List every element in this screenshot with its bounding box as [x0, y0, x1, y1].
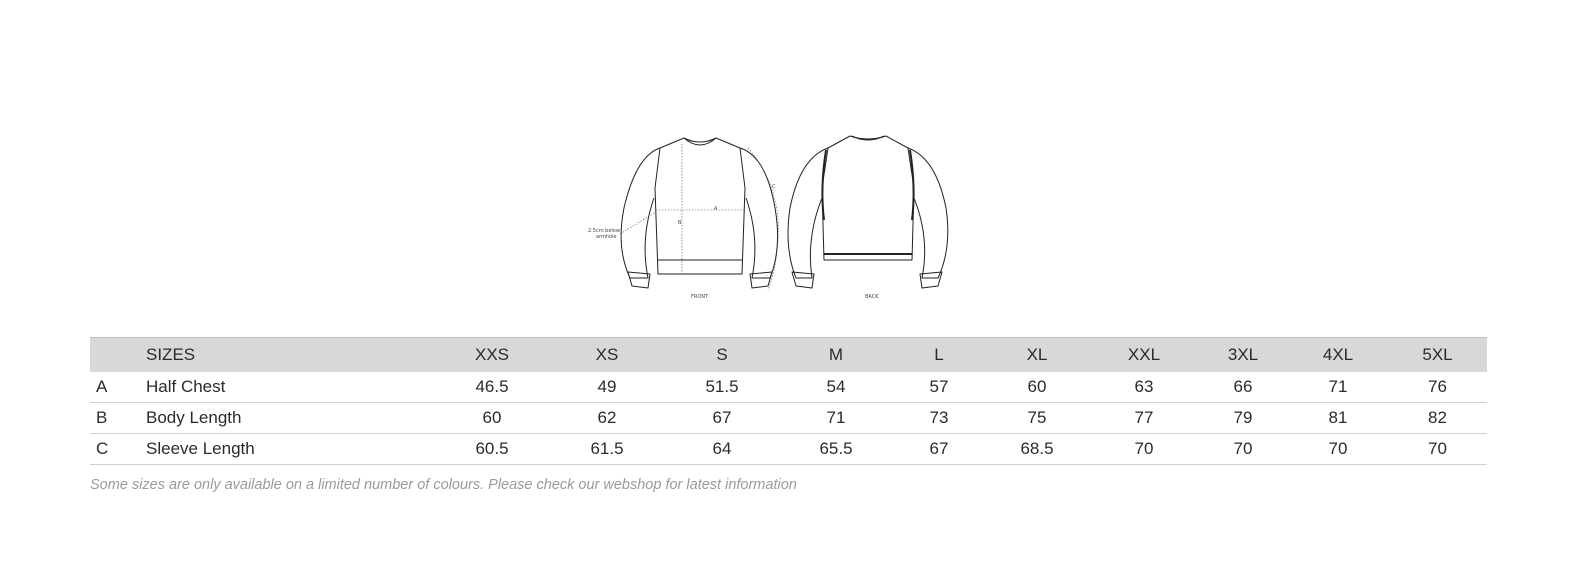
- table-cell: 67: [666, 403, 778, 434]
- table-cell: 51.5: [666, 372, 778, 403]
- table-cell: 60: [984, 372, 1090, 403]
- table-cell: 81: [1288, 403, 1388, 434]
- table-cell: 75: [984, 403, 1090, 434]
- back-label: BACK: [865, 294, 879, 300]
- availability-note: Some sizes are only available on a limited number of colours. Please check our webshop for latest information: [90, 477, 797, 493]
- sizes-header: SIZES: [146, 338, 436, 373]
- measure-b-label: B: [678, 220, 682, 226]
- table-cell: 67: [894, 434, 984, 465]
- size-header-cell: S: [666, 338, 778, 373]
- front-sweatshirt-outline: [621, 138, 777, 288]
- table-cell: 73: [894, 403, 984, 434]
- table-cell: 70: [1388, 434, 1487, 465]
- sweatshirt-technical-drawing: [580, 128, 960, 304]
- table-cell: 66: [1198, 372, 1288, 403]
- table-cell: 77: [1090, 403, 1198, 434]
- table-cell: 82: [1388, 403, 1487, 434]
- table-cell: 46.5: [436, 372, 548, 403]
- row-measurement-name: Half Chest: [146, 372, 436, 403]
- armhole-note-line1: 2.5cm below: [588, 228, 620, 234]
- table-cell: 70: [1090, 434, 1198, 465]
- size-chart-table: [90, 337, 1487, 465]
- row-key: A: [90, 372, 146, 403]
- table-cell: 54: [778, 372, 894, 403]
- table-cell: 68.5: [984, 434, 1090, 465]
- table-row: [90, 434, 1487, 465]
- back-sweatshirt-outline: [788, 136, 948, 288]
- table-cell: 64: [666, 434, 778, 465]
- table-cell: 76: [1388, 372, 1487, 403]
- table-cell: 49: [548, 372, 666, 403]
- size-header-cell: 5XL: [1388, 338, 1487, 373]
- table-cell: 70: [1198, 434, 1288, 465]
- size-header-cell: XL: [984, 338, 1090, 373]
- table-cell: 60.5: [436, 434, 548, 465]
- measure-a-label: A: [714, 206, 718, 212]
- table-cell: 62: [548, 403, 666, 434]
- table-row: [90, 403, 1487, 434]
- table-cell: 61.5: [548, 434, 666, 465]
- size-header-row: [90, 338, 1487, 373]
- table-cell: 70: [1288, 434, 1388, 465]
- row-measurement-name: Sleeve Length: [146, 434, 436, 465]
- garment-diagram: [580, 128, 960, 304]
- table-row: [90, 372, 1487, 403]
- table-cell: 71: [778, 403, 894, 434]
- header-key-cell: [90, 338, 146, 373]
- size-header-cell: XXL: [1090, 338, 1198, 373]
- table-cell: 79: [1198, 403, 1288, 434]
- table-cell: 71: [1288, 372, 1388, 403]
- size-header-cell: XS: [548, 338, 666, 373]
- table-cell: 63: [1090, 372, 1198, 403]
- measurement-lines: [620, 144, 778, 290]
- row-key: B: [90, 403, 146, 434]
- table-cell: 65.5: [778, 434, 894, 465]
- size-header-cell: M: [778, 338, 894, 373]
- row-key: C: [90, 434, 146, 465]
- table-cell: 60: [436, 403, 548, 434]
- row-measurement-name: Body Length: [146, 403, 436, 434]
- measure-c-label: C: [772, 184, 776, 190]
- table-cell: 57: [894, 372, 984, 403]
- front-label: FRONT: [691, 294, 709, 300]
- size-header-cell: XXS: [436, 338, 548, 373]
- size-header-cell: L: [894, 338, 984, 373]
- size-header-cell: 4XL: [1288, 338, 1388, 373]
- armhole-note-line2: armhole: [596, 234, 617, 240]
- size-header-cell: 3XL: [1198, 338, 1288, 373]
